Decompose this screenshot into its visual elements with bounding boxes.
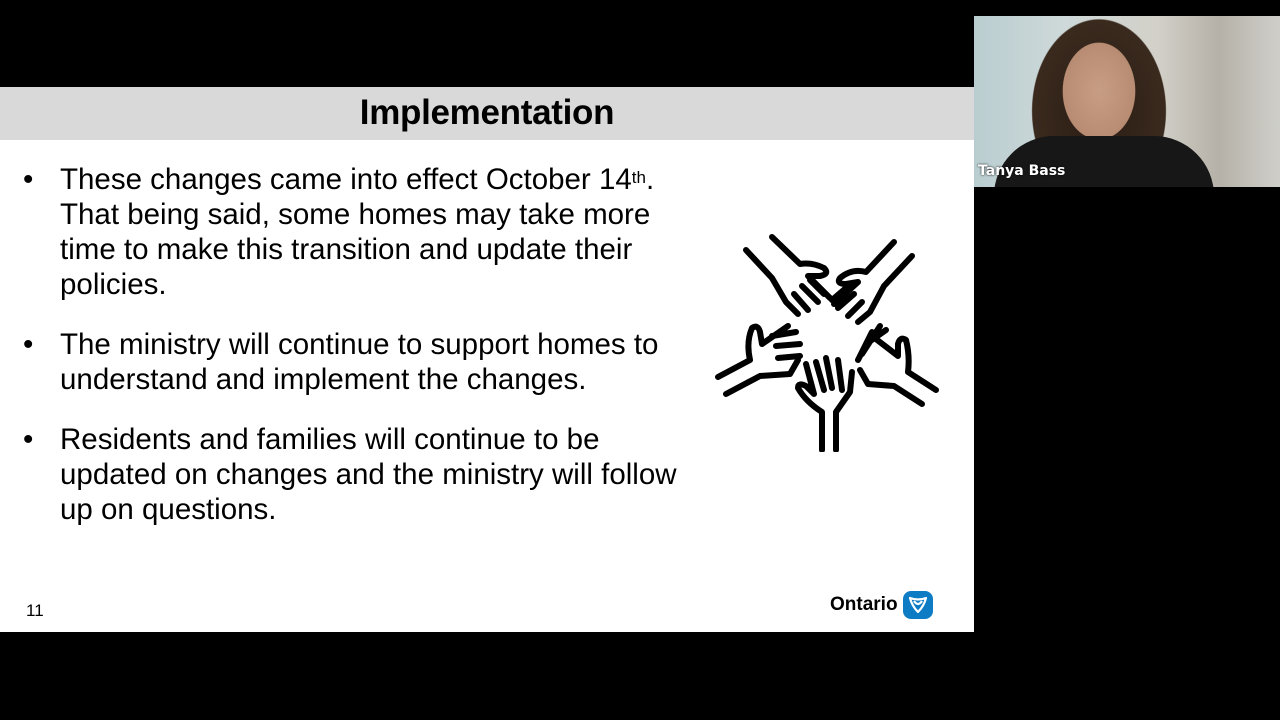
participant-name-label: Tanya Bass (978, 163, 1066, 179)
bullet-item (0, 162, 680, 302)
bullet-text: The ministry will continue to support homes to understand and implement the changes. (60, 328, 659, 396)
bullet-list (0, 162, 700, 552)
ontario-trillium-icon (903, 591, 933, 619)
bullet-item (0, 327, 680, 397)
ontario-logo (830, 591, 933, 619)
bullet-dot: • (23, 328, 34, 361)
participant-video-feed (994, 136, 1214, 187)
bullet-item (0, 422, 680, 527)
slide-title-bar (0, 87, 974, 140)
slide-page-number: 11 (26, 601, 44, 620)
bullet-dot: • (23, 423, 34, 456)
presentation-slide (0, 87, 974, 632)
bullet-text: These changes came into effect October 14 (60, 163, 632, 196)
hands-circle-icon (712, 232, 942, 452)
ontario-logo-text: Ontario (830, 594, 898, 615)
superscript: th (631, 168, 646, 187)
bullet-dot: • (23, 163, 34, 196)
bullet-text: Residents and families will continue to be updated on changes and the ministry will follow up on questions. (60, 423, 677, 526)
slide-title: Implementation (359, 93, 615, 132)
participant-video-tile[interactable] (974, 16, 1280, 187)
bullet-text: . That being said, some homes may take more time to make this transition and update their policies. (60, 163, 655, 301)
